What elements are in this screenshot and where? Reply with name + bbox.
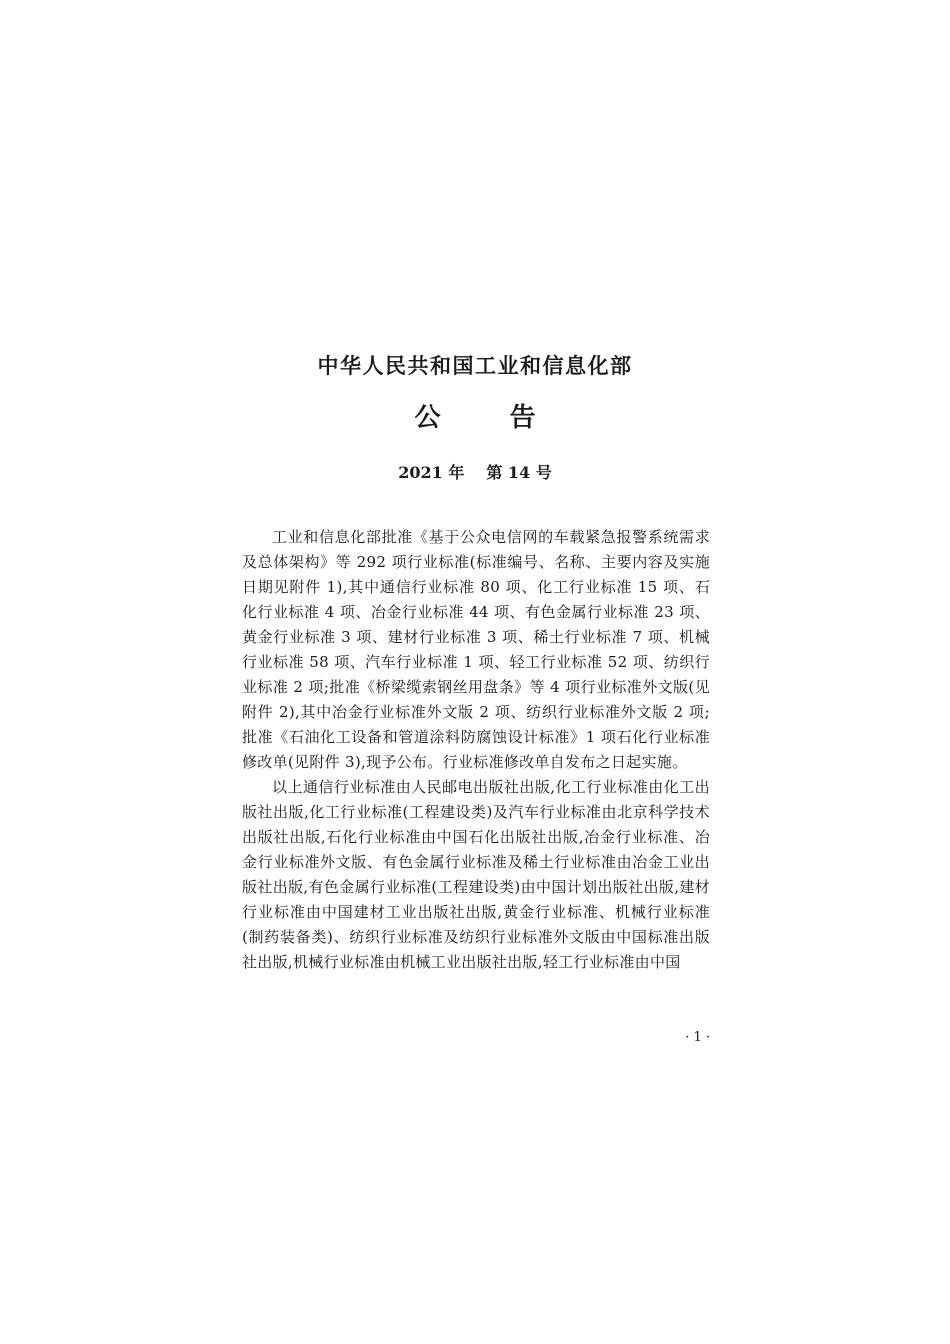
body-paragraph-2: 以上通信行业标准由人民邮电出版社出版,化工行业标准由化工出版社出版,化工行业标准(工程建设类)及汽车行业标准由北京科学技术出版社出版,石化行业标准由中国石化出版社出版,冶金行业标准、冶金行业标准外文版、有色金属行业标准及稀土行业标准由冶金工业出版社出版,有色金属行业标准(工程建设类)由中国计划出版社出版,建材行业标准由中国建材工业出版社出版,黄金行业标准、机械行业标准(制药装备类)、纺织行业标准及纺织行业标准外文版由中国标准出版社出版,机械行业标准由机械工业出版社出版,轻工行业标准由中国	[242, 778, 710, 971]
organization-title: 中华人民共和国工业和信息化部	[317, 354, 633, 378]
document-type-title: 公 告	[414, 403, 566, 433]
document-number-line	[0, 460, 950, 483]
page-number: · 1 ·	[685, 1030, 710, 1045]
document-number: 第 14 号	[486, 463, 552, 482]
body-paragraph-1: 工业和信息化部批准《基于公众电信网的车载紧急报警系统需求及总体架构》等 292 项行业标准(标准编号、名称、主要内容及实施日期见附件 1),其中通信行业标准 80 项、化工行业标准 15 项、石化行业标准 4 项、冶金行业标准 44 项、有色金属行业标准 23 项、黄金行业标准 3 项、建材行业标准 3 项、稀土行业标准 7 项、机械行业标准 58 项、汽车行业标准 1 项、轻工行业标准 52 项、纺织行业标准 2 项;批准《桥梁缆索钢丝用盘条》等 4 项行业标准外文版(见附件 2),其中冶金行业标准外文版 2 项、纺织行业标准外文版 2 项;批准《石油化工设备和管道涂料防腐蚀设计标准》1 项石化行业标准修改单(见附件 3),现予公布。行业标准修改单自发布之日起实施。	[242, 528, 710, 771]
body-text	[242, 525, 710, 975]
document-year: 2021 年	[398, 463, 465, 482]
